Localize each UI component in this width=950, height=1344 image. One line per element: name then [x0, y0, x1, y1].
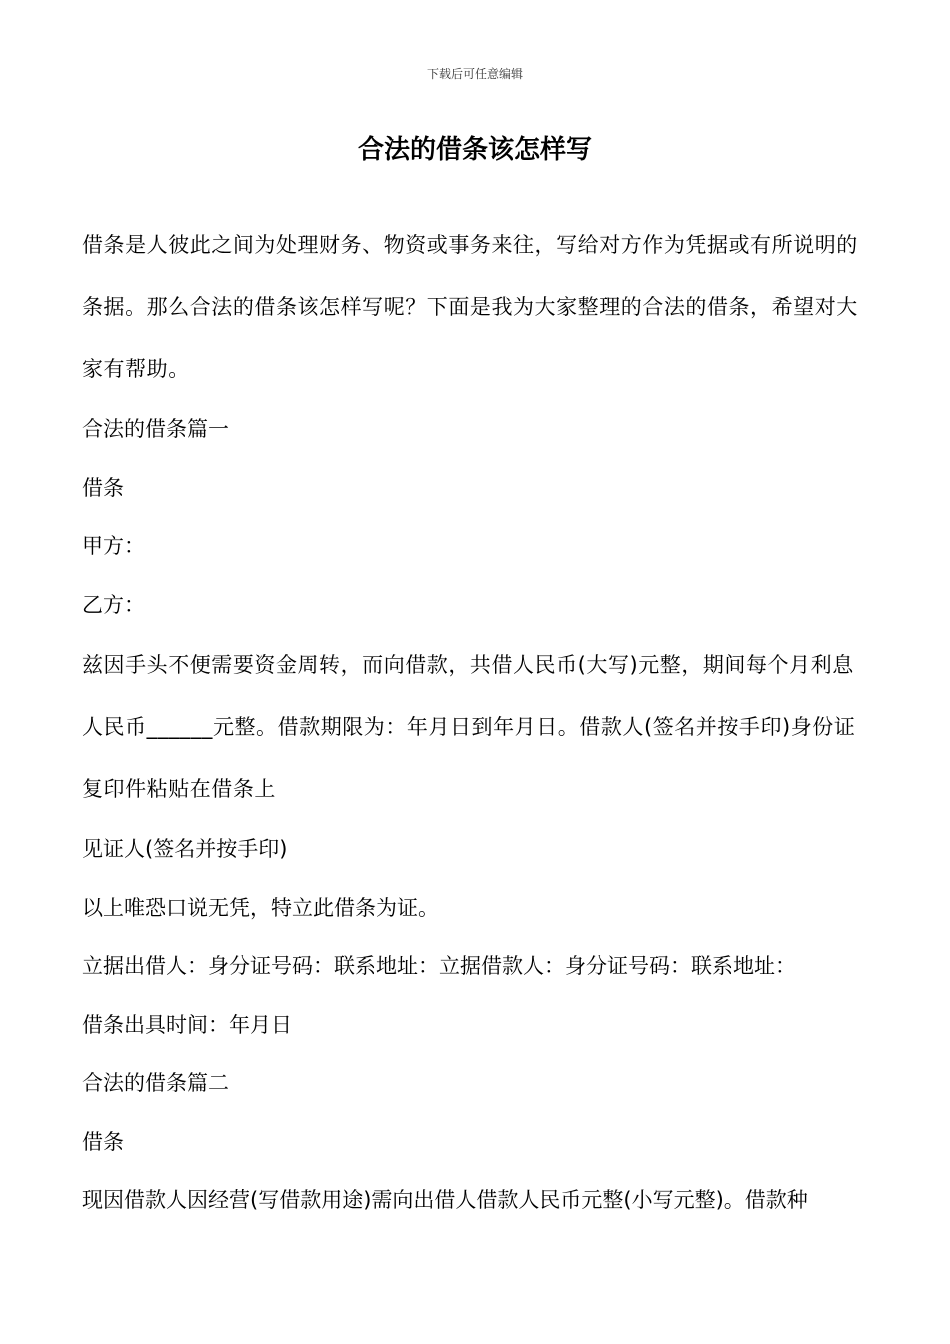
issue-date-line: 借条出具时间：年月日 — [82, 1012, 292, 1037]
proof-statement: 以上唯恐口说无凭，特立此借条为证。 — [82, 895, 439, 920]
party-a-line: 甲方： — [82, 534, 145, 558]
intro-line-2: 的条据。那么合法的借条该怎样写呢？下面是我为大家整理的合法的借条，希望 — [82, 233, 858, 319]
document-body — [82, 214, 872, 1230]
signatory-details: 立据出借人：身分证号码：联系地址：立据借款人：身分证号码：联系地址： — [82, 954, 796, 978]
party-b-line: 乙方： — [82, 592, 145, 617]
note-label: 借条 — [82, 475, 124, 500]
loan-terms-line-3: 份证复印件粘贴在借条上 — [82, 715, 856, 801]
intro-line-3: 对大家有帮助。 — [82, 295, 858, 381]
section-heading-one: 合法的借条篇一 — [82, 417, 229, 441]
loan-terms-paragraph — [82, 634, 872, 820]
loan-terms-line-1: 兹因手头不便需要资金周转，而向借款，共借人民币(大写)元整，期间每个月利 — [82, 653, 833, 677]
intro-paragraph — [82, 214, 872, 400]
header-note: 下载后可任意编辑 — [426, 67, 523, 81]
document-title: 合法的借条该怎样写 — [357, 135, 592, 165]
note-label-two: 借条 — [82, 1129, 124, 1154]
intro-line-1: 借条是人彼此之间为处理财务、物资或事务来往，写给对方作为凭据或有所说明 — [82, 233, 837, 257]
loan-terms-line-2: 息人民币______元整。借款期限为：年月日到年月日。借款人(签名并按手印)身 — [82, 653, 854, 739]
loan-purpose-paragraph: 现因借款人因经营(写借款用途)需向出借人借款人民币元整(小写元整)。借款种 — [82, 1188, 808, 1212]
section-heading-two: 合法的借条篇二 — [82, 1071, 229, 1095]
witness-line: 见证人(签名并按手印) — [82, 837, 288, 861]
